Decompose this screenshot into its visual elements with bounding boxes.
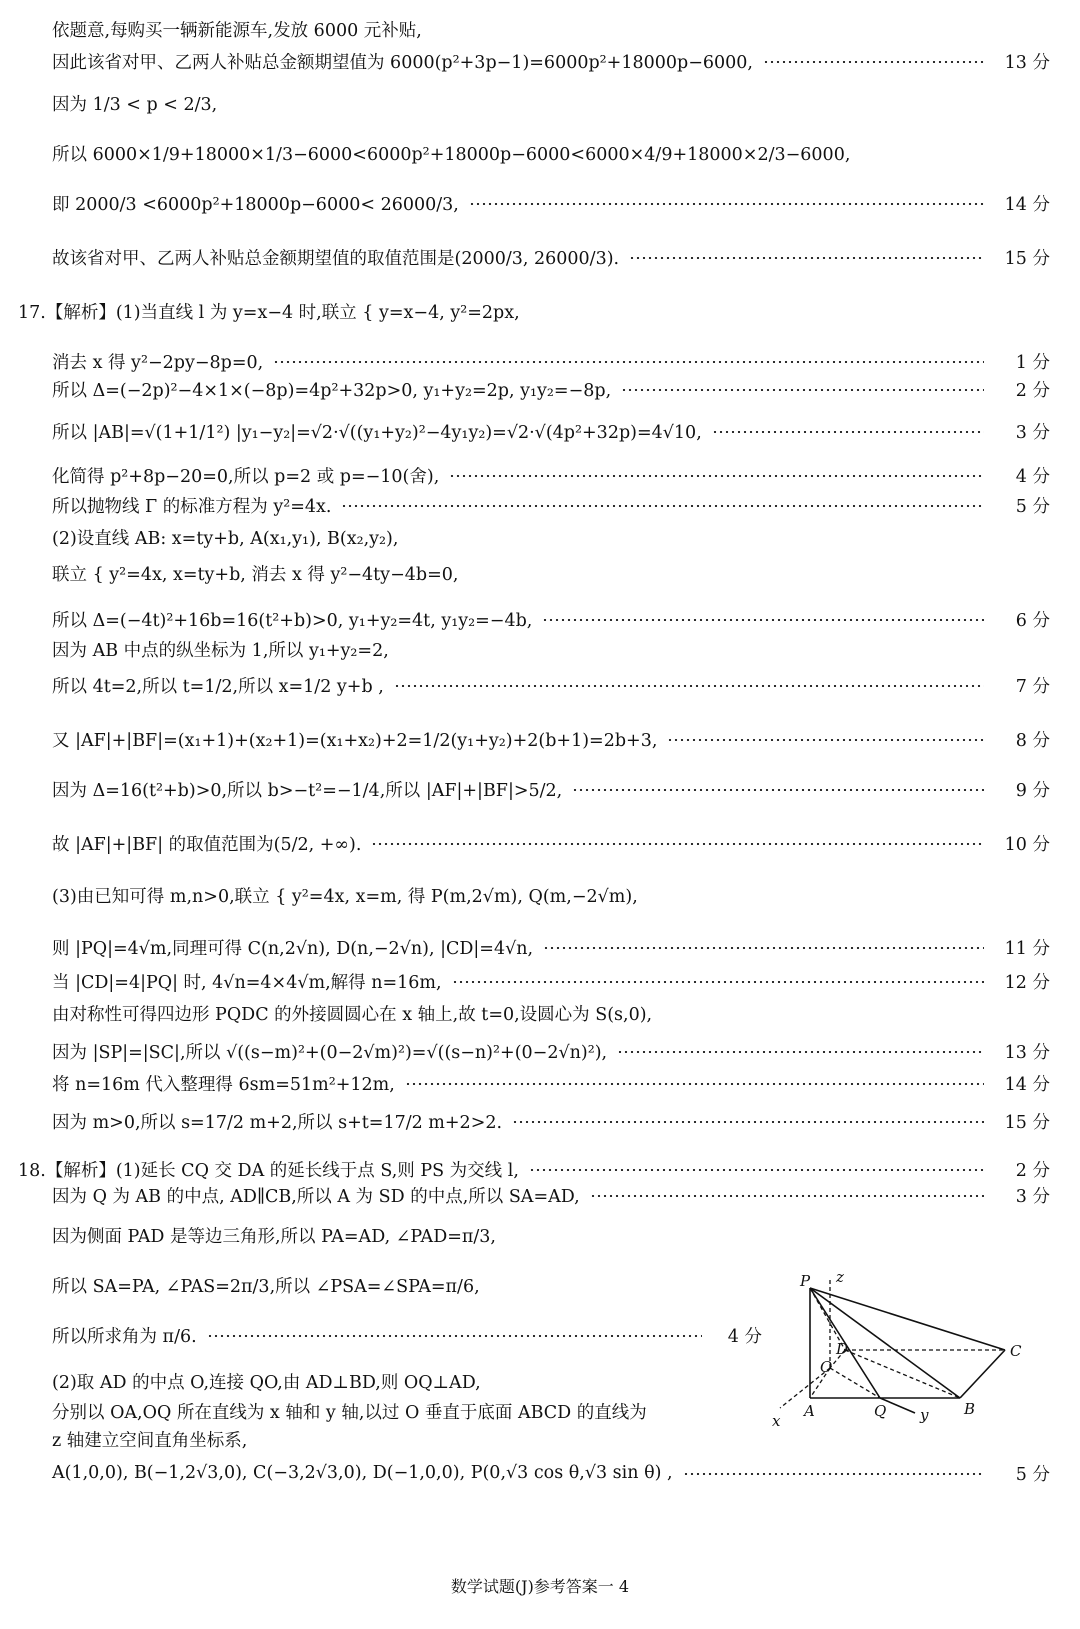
line-text: 因此该省对甲、乙两人补贴总金额期望值为 6000(p²+3p−1)=6000p²+18000p−6000, bbox=[52, 52, 753, 73]
page-footer: 数学试题(J)参考答案一 4 bbox=[450, 1577, 630, 1596]
score-label: 3 分 bbox=[1015, 1186, 1050, 1207]
score-label: 15 分 bbox=[1004, 248, 1050, 269]
answer-line bbox=[0, 1178, 1080, 1212]
leader-dots bbox=[452, 981, 984, 983]
line-text: 联立 { y²=4x, x=ty+b, 消去 x 得 y²−4ty−4b=0, bbox=[52, 564, 459, 585]
label-A: A bbox=[804, 1402, 815, 1420]
leader-dots bbox=[273, 361, 984, 363]
line-text: A(1,0,0), B(−1,2√3,0), C(−3,2√3,0), D(−1,0,0), P(0,√3 cos θ,√3 sin θ) , bbox=[52, 1463, 673, 1483]
leader-dots bbox=[629, 257, 984, 259]
score-label: 5 分 bbox=[1015, 1464, 1050, 1485]
line-text: 所以 SA=PA, ∠PAS=2π/3,所以 ∠PSA=∠SPA=π/6, bbox=[52, 1276, 480, 1297]
score-label: 6 分 bbox=[1015, 610, 1050, 631]
score-label: 3 分 bbox=[1015, 422, 1050, 443]
answer-line bbox=[0, 414, 1080, 448]
leader-dots bbox=[683, 1473, 984, 1475]
leader-dots bbox=[512, 1121, 984, 1123]
leader-dots bbox=[621, 389, 984, 391]
answer-line bbox=[0, 44, 1080, 78]
score-label: 10 分 bbox=[1004, 834, 1050, 855]
score-label: 11 分 bbox=[1004, 938, 1050, 959]
label-z: z bbox=[836, 1268, 844, 1286]
line-text: 所以 6000×1/9+18000×1/3−6000<6000p²+18000p−6000<6000×4/9+18000×2/3−6000, bbox=[52, 144, 851, 165]
label-B: B bbox=[964, 1400, 976, 1418]
line-text: 因为 Δ=16(t²+b)>0,所以 b>−t²=−1/4,所以 |AF|+|BF|>5/2, bbox=[52, 780, 563, 801]
line-text: 消去 x 得 y²−2py−8p=0, bbox=[52, 352, 264, 373]
line-text: 分别以 OA,OQ 所在直线为 x 轴和 y 轴,以过 O 垂直于底面 ABCD 的直线为 bbox=[52, 1402, 647, 1423]
line-text: 故该省对甲、乙两人补贴总金额期望值的取值范围是(2000/3, 26000/3). bbox=[52, 248, 620, 269]
score-label: 2 分 bbox=[1015, 380, 1050, 401]
line-text: z 轴建立空间直角坐标系, bbox=[52, 1430, 248, 1451]
line-text: 又 |AF|+|BF|=(x₁+1)+(x₂+1)=(x₁+x₂)+2=1/2(y₁+y₂)+2(b+1)=2b+3, bbox=[52, 730, 658, 751]
line-text: 因为 1/3 < p < 2/3, bbox=[52, 94, 218, 115]
line-text: 将 n=16m 代入整理得 6sm=51m²+12m, bbox=[52, 1074, 395, 1095]
leader-dots bbox=[405, 1083, 984, 1085]
line-text: 即 2000/3 <6000p²+18000p−6000< 26000/3, bbox=[52, 194, 459, 215]
score-label: 14 分 bbox=[1004, 194, 1050, 215]
label-Q: Q bbox=[874, 1402, 887, 1420]
leader-dots bbox=[207, 1335, 702, 1337]
leader-dots bbox=[341, 505, 984, 507]
answer-line bbox=[0, 772, 1080, 806]
answer-line bbox=[0, 556, 1080, 590]
answer-line bbox=[0, 488, 1080, 522]
line-text: 所以 Δ=(−2p)²−4×1×(−8p)=4p²+32p>0, y₁+y₂=2p, y₁y₂=−8p, bbox=[52, 380, 612, 401]
score-label: 15 分 bbox=[1004, 1112, 1050, 1133]
score-label: 12 分 bbox=[1004, 972, 1050, 993]
answer-line bbox=[0, 826, 1080, 860]
line-text: 故 |AF|+|BF| 的取值范围为(5/2, +∞). bbox=[52, 834, 362, 855]
answer-line bbox=[0, 1034, 1080, 1068]
geometry-figure bbox=[770, 1268, 1050, 1468]
answer-line bbox=[0, 632, 1080, 666]
line-text: (3)由已知可得 m,n>0,联立 { y²=4x, x=m, 得 P(m,2√m), Q(m,−2√m), bbox=[52, 886, 638, 907]
answer-line bbox=[0, 996, 1080, 1030]
answer-line bbox=[0, 240, 1080, 274]
answer-line bbox=[0, 668, 1080, 702]
answer-line bbox=[0, 930, 1080, 964]
leader-dots bbox=[542, 619, 984, 621]
answer-line bbox=[0, 294, 1080, 328]
line-text: 所以抛物线 Γ 的标准方程为 y²=4x. bbox=[52, 496, 332, 517]
answer-line bbox=[0, 1104, 1080, 1138]
label-D: D bbox=[836, 1340, 849, 1358]
line-text: 所以所求角为 π/6. bbox=[52, 1326, 197, 1347]
answer-line bbox=[0, 1066, 1080, 1100]
leader-dots bbox=[667, 739, 984, 741]
line-text: 所以 Δ=(−4t)²+16b=16(t²+b)>0, y₁+y₂=4t, y₁y₂=−4b, bbox=[52, 610, 533, 631]
score-label: 4 分 bbox=[727, 1326, 762, 1347]
leader-dots bbox=[449, 475, 984, 477]
answer-line bbox=[0, 722, 1080, 756]
answer-line bbox=[0, 964, 1080, 998]
answer-line bbox=[0, 602, 1080, 636]
line-text: 18.【解析】(1)延长 CQ 交 DA 的延长线于点 S,则 PS 为交线 l, bbox=[18, 1160, 519, 1181]
line-text: 因为侧面 PAD 是等边三角形,所以 PA=AD, ∠PAD=π/3, bbox=[52, 1226, 496, 1247]
score-label: 2 分 bbox=[1015, 1160, 1050, 1181]
line-text: 化简得 p²+8p−20=0,所以 p=2 或 p=−10(舍), bbox=[52, 466, 440, 487]
answer-line bbox=[0, 458, 1080, 492]
label-x: x bbox=[772, 1412, 781, 1430]
line-text: 所以 4t=2,所以 t=1/2,所以 x=1/2 y+b , bbox=[52, 676, 384, 697]
line-text: (2)取 AD 的中点 O,连接 QO,由 AD⊥BD,则 OQ⊥AD, bbox=[52, 1372, 481, 1393]
answer-line bbox=[0, 878, 1080, 912]
line-text: 所以 |AB|=√(1+1/1²) |y₁−y₂|=√2·√((y₁+y₂)²−4y₁y₂)=√2·√(4p²+32p)=4√10, bbox=[52, 422, 702, 443]
answer-line bbox=[0, 186, 1080, 220]
label-y: y bbox=[920, 1406, 929, 1424]
label-O: O bbox=[820, 1358, 833, 1376]
score-label: 1 分 bbox=[1015, 352, 1050, 373]
line-text: 依题意,每购买一辆新能源车,发放 6000 元补贴, bbox=[52, 20, 422, 41]
leader-dots bbox=[371, 843, 984, 845]
leader-dots bbox=[572, 789, 984, 791]
answer-line bbox=[0, 86, 1080, 120]
line-text: 因为 m>0,所以 s=17/2 m+2,所以 s+t=17/2 m+2>2. bbox=[52, 1112, 503, 1133]
leader-dots bbox=[712, 431, 984, 433]
line-text: 当 |CD|=4|PQ| 时, 4√n=4×4√m,解得 n=16m, bbox=[52, 972, 442, 993]
leader-dots bbox=[469, 203, 984, 205]
leader-dots bbox=[394, 685, 984, 687]
answer-line bbox=[0, 372, 1080, 406]
line-text: 因为 Q 为 AB 的中点, AD∥CB,所以 A 为 SD 的中点,所以 SA=AD, bbox=[52, 1186, 580, 1207]
score-label: 4 分 bbox=[1015, 466, 1050, 487]
line-text: (2)设直线 AB: x=ty+b, A(x₁,y₁), B(x₂,y₂), bbox=[52, 528, 399, 549]
line-text: 由对称性可得四边形 PQDC 的外接圆圆心在 x 轴上,故 t=0,设圆心为 S(s,0), bbox=[52, 1004, 653, 1025]
leader-dots bbox=[617, 1051, 984, 1053]
score-label: 13 分 bbox=[1004, 1042, 1050, 1063]
answer-line bbox=[0, 1218, 1080, 1252]
label-P: P bbox=[800, 1272, 811, 1290]
leader-dots bbox=[763, 61, 984, 63]
line-text: 则 |PQ|=4√m,同理可得 C(n,2√n), D(n,−2√n), |CD|=4√n, bbox=[52, 938, 534, 959]
answer-line bbox=[0, 520, 1080, 554]
score-label: 9 分 bbox=[1015, 780, 1050, 801]
line-text: 因为 |SP|=|SC|,所以 √((s−m)²+(0−2√m)²)=√((s−n)²+(0−2√n)²), bbox=[52, 1042, 608, 1063]
answer-line bbox=[0, 12, 1080, 46]
line-text: 17.【解析】(1)当直线 l 为 y=x−4 时,联立 { y=x−4, y²=2px, bbox=[18, 302, 520, 323]
leader-dots bbox=[543, 947, 984, 949]
score-label: 8 分 bbox=[1015, 730, 1050, 751]
leader-dots bbox=[529, 1169, 984, 1171]
score-label: 7 分 bbox=[1015, 676, 1050, 697]
score-label: 13 分 bbox=[1004, 52, 1050, 73]
leader-dots bbox=[590, 1195, 984, 1197]
line-text: 因为 AB 中点的纵坐标为 1,所以 y₁+y₂=2, bbox=[52, 640, 389, 661]
label-C: C bbox=[1010, 1342, 1022, 1360]
score-label: 14 分 bbox=[1004, 1074, 1050, 1095]
score-label: 5 分 bbox=[1015, 496, 1050, 517]
answer-line bbox=[0, 136, 1080, 170]
